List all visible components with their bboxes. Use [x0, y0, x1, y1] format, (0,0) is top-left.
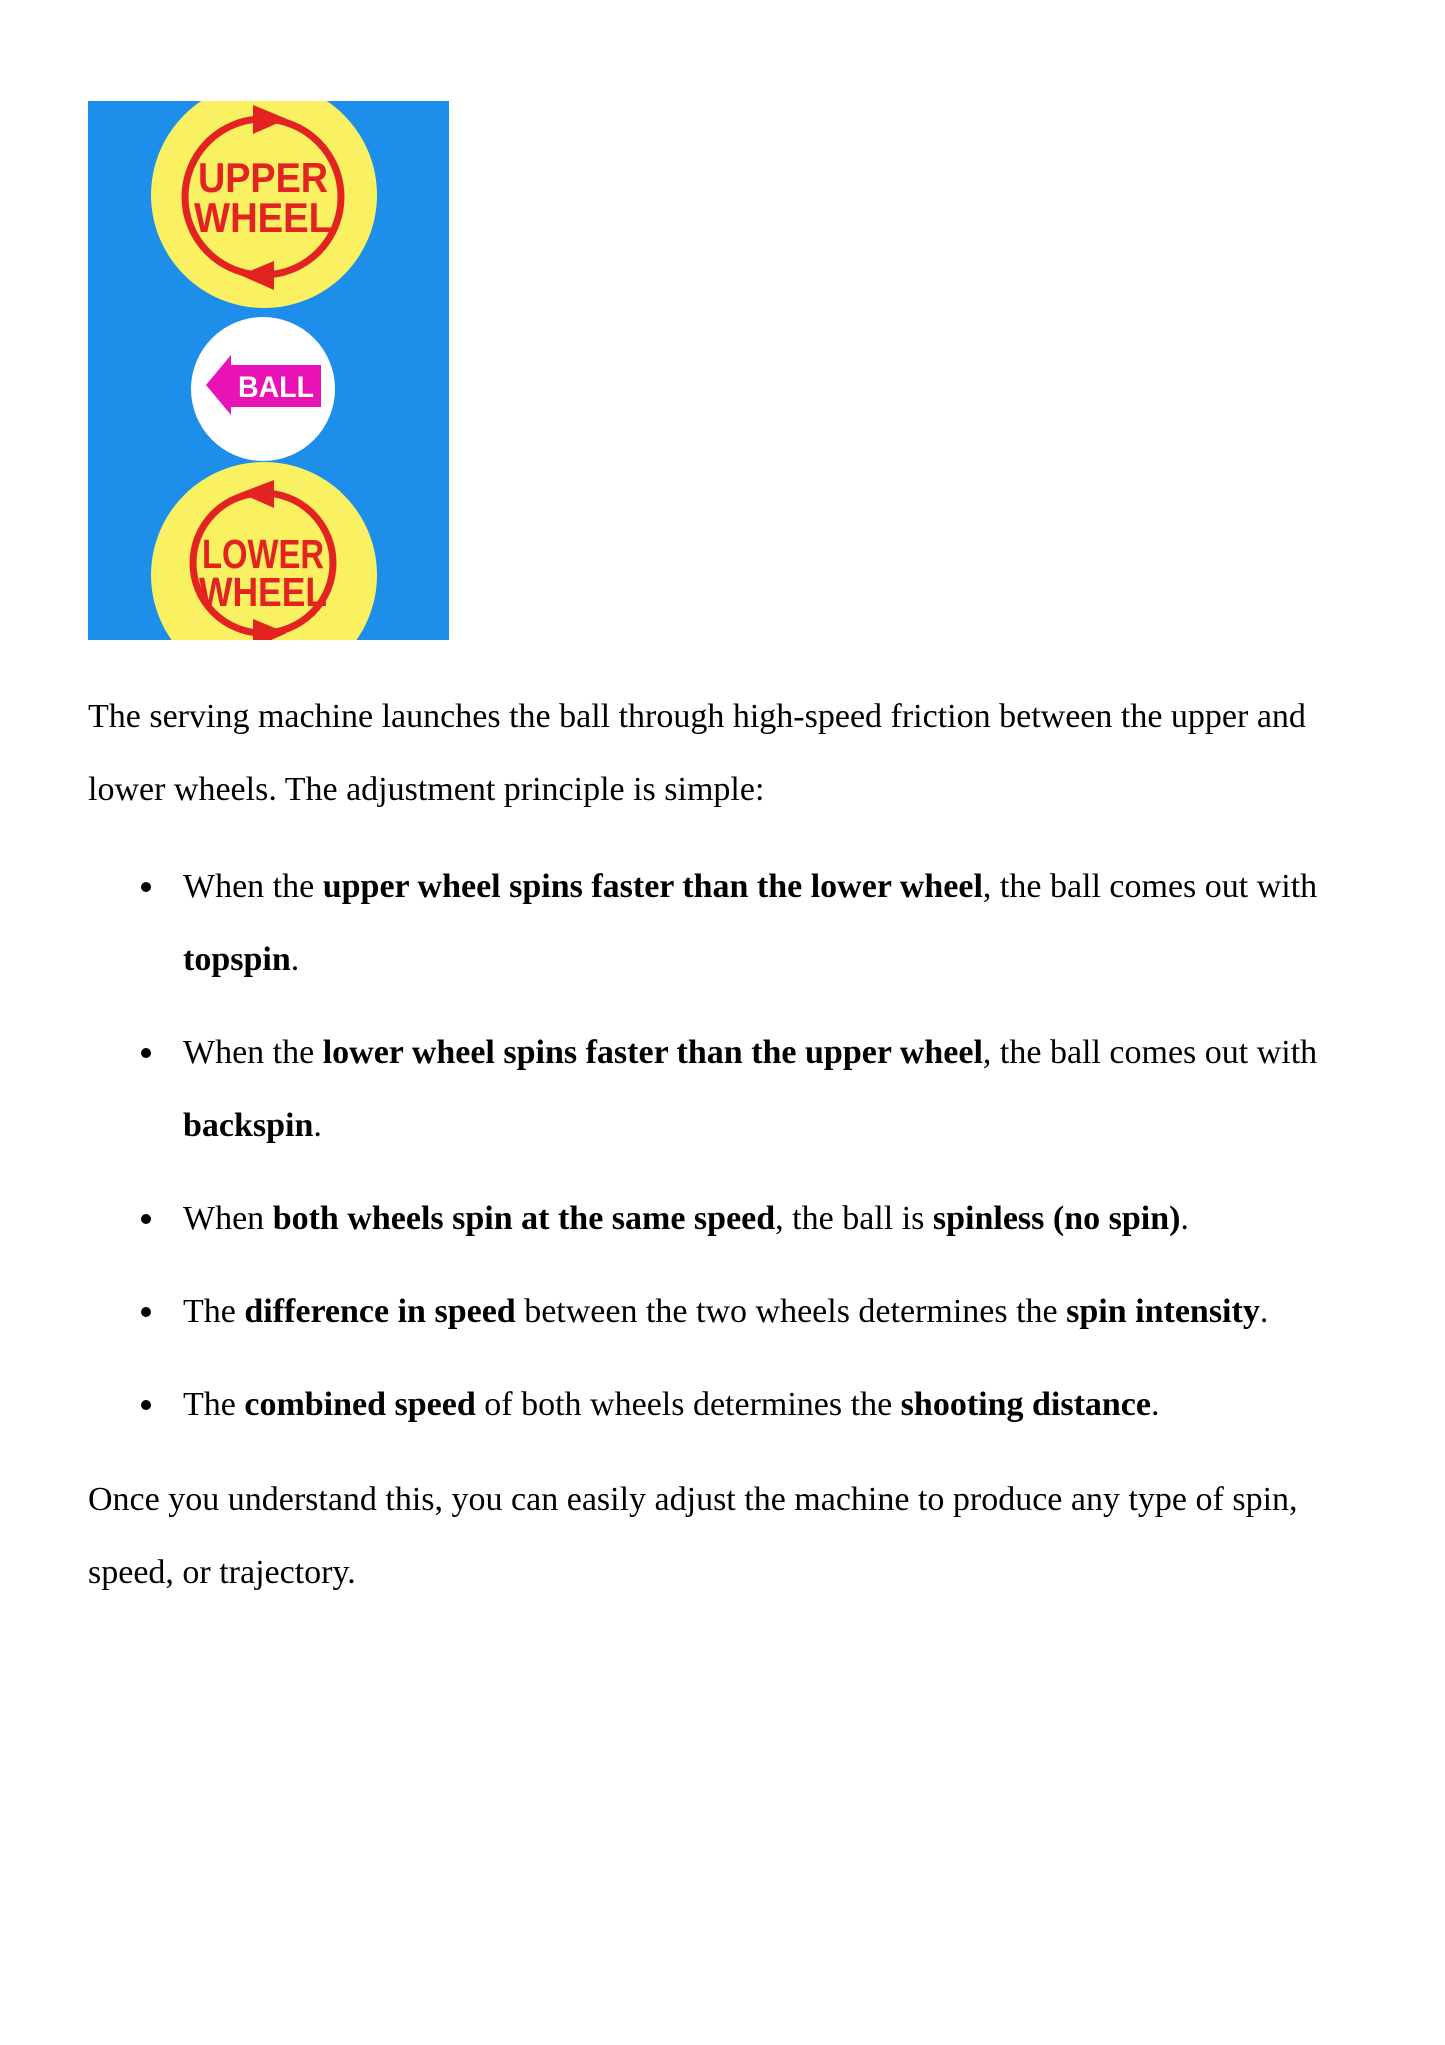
- plain-text: When: [183, 1200, 273, 1237]
- principle-item-2: [88, 1016, 1338, 1162]
- principle-item-1: [88, 850, 1338, 996]
- plain-text: .: [290, 941, 300, 978]
- plain-text: The: [183, 1386, 245, 1423]
- emphasized-text: difference in speed: [244, 1293, 516, 1330]
- plain-text: of both wheels determines the: [475, 1386, 901, 1423]
- bullet-dot-icon: [141, 1214, 151, 1224]
- emphasized-text: lower wheel spins faster than the upper wheel: [322, 1034, 983, 1071]
- serving-machine-diagram-svg: [88, 101, 449, 640]
- plain-text: When the: [183, 868, 323, 905]
- serving-machine-diagram: [88, 101, 449, 640]
- bullet-dot-icon: [141, 1307, 151, 1317]
- intro-paragraph: The serving machine launches the ball through high-speed friction between the upper and lower wheels. The adjustment principle is simple:: [88, 698, 1306, 808]
- lower-wheel-label-line2: WHEEL: [199, 569, 327, 615]
- plain-text: , the ball comes out with: [982, 868, 1318, 905]
- principle-item-5: [88, 1368, 1338, 1441]
- upper-wheel-label-line1: UPPER: [198, 154, 328, 201]
- plain-text: .: [1259, 1293, 1269, 1330]
- plain-text: .: [1151, 1386, 1160, 1423]
- outro-paragraph: Once you understand this, you can easily adjust the machine to produce any type of spin, speed, or trajectory.: [88, 1481, 1298, 1591]
- principle-item-4: [88, 1275, 1338, 1348]
- plain-text: .: [313, 1107, 322, 1144]
- emphasized-text: combined speed: [244, 1386, 476, 1423]
- bullet-dot-icon: [141, 1400, 151, 1410]
- ball-label: BALL: [238, 371, 314, 404]
- upper-wheel-label-line2: WHEEL: [194, 194, 332, 241]
- emphasized-text: backspin: [183, 1107, 314, 1144]
- plain-text: .: [1180, 1200, 1189, 1237]
- bullet-dot-icon: [141, 882, 151, 892]
- emphasized-text: shooting distance: [900, 1386, 1151, 1423]
- lower-wheel-label-line1: LOWER: [202, 531, 324, 577]
- plain-text: The: [183, 1293, 245, 1330]
- emphasized-text: spinless (no spin): [932, 1200, 1181, 1237]
- plain-text: , the ball is: [775, 1200, 933, 1237]
- emphasized-text: both wheels spin at the same speed: [272, 1200, 776, 1237]
- plain-text: When the: [183, 1034, 323, 1071]
- bullet-dot-icon: [141, 1048, 151, 1058]
- emphasized-text: spin intensity: [1066, 1293, 1260, 1330]
- document-content: [88, 0, 1338, 1609]
- plain-text: , the ball comes out with: [982, 1034, 1318, 1071]
- emphasized-text: topspin: [183, 941, 291, 978]
- emphasized-text: upper wheel spins faster than the lower wheel: [322, 868, 983, 905]
- plain-text: between the two wheels determines the: [515, 1293, 1067, 1330]
- principle-item-3: [88, 1182, 1338, 1255]
- principles-list: [88, 850, 1338, 1441]
